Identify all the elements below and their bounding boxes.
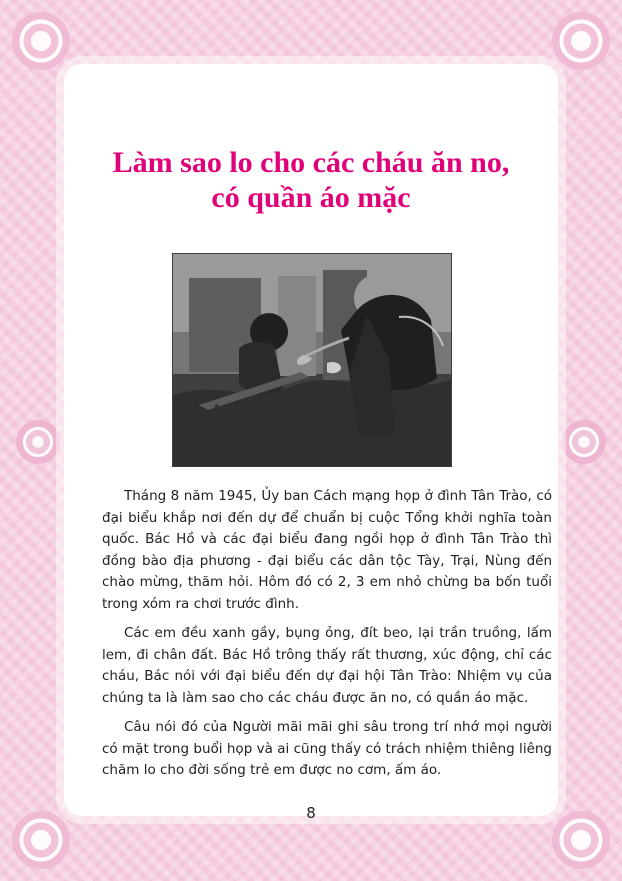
story-paragraph: Các em đều xanh gầy, bụng ỏng, đít beo, lại trần truồng, lấm lem, đi chân đất. Bác Hồ trông thấy rất thương, xúc động, chỉ các cháu, Bác nói với đại biểu đến dự đại hội Tân Trào: Nhiệm vụ của chúng ta là làm sao cho các cháu được ăn no, có quần áo mặc. <box>102 625 552 706</box>
corner-ornament-icon <box>552 12 610 70</box>
historical-photo <box>172 253 452 467</box>
story-paragraph: Câu nói đó của Người mãi mãi ghi sâu trong trí nhớ mọi người có mặt trong buổi họp và ai cũng thấy có trách nhiệm thiêng liêng chăm lo cho đời sống trẻ em được no cơm, ấm áo. <box>102 719 552 778</box>
side-medallion-icon <box>562 420 606 464</box>
story-paragraph: Tháng 8 năm 1945, Ủy ban Cách mạng họp ở đình Tân Trào, có đại biểu khắp nơi đến dự để chuẩn bị cuộc Tổng khởi nghĩa toàn quốc. Bác Hồ và các đại biểu đang ngồi họp ở đình Tân Trào thì đồng bào địa phương - đại biểu các dân tộc Tày, Trại, Nùng đến chào mừng, thăm hỏi. Hôm đó có 2, 3 em nhỏ chừng ba bốn tuổi trong xóm ra chơi trước đình. <box>102 488 552 612</box>
black-and-white-photo-illustration <box>173 254 451 466</box>
story-text <box>102 486 552 790</box>
page-title <box>95 145 527 215</box>
corner-ornament-icon <box>12 12 70 70</box>
title-line-2: có quần áo mặc <box>211 181 411 214</box>
page-number: 8 <box>306 804 316 822</box>
title-line-1: Làm sao lo cho các cháu ăn no, <box>112 146 510 179</box>
side-medallion-icon <box>16 420 60 464</box>
